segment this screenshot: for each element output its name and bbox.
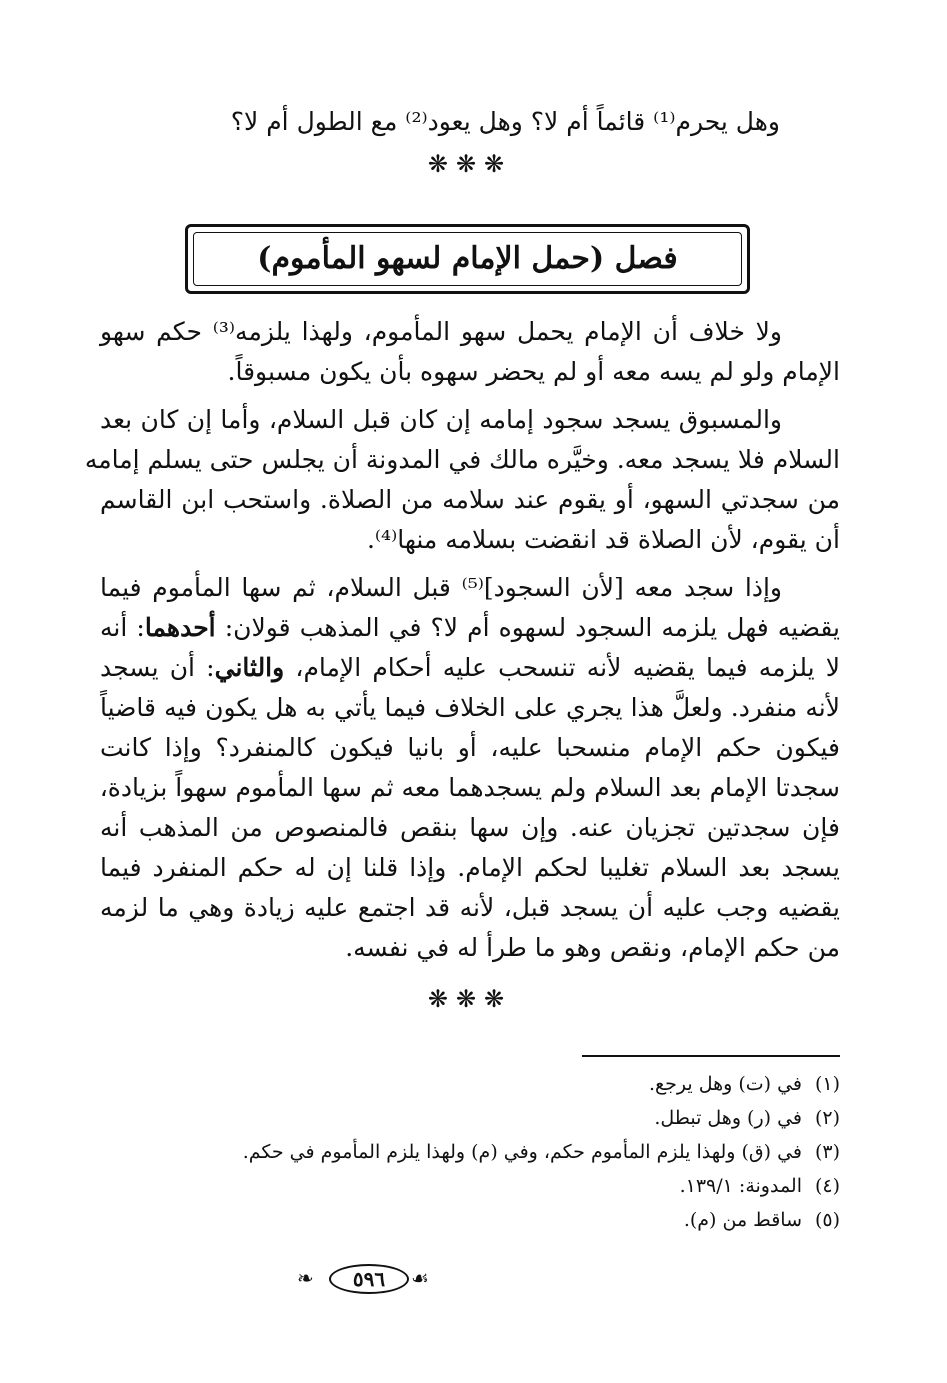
text-line: السلام فلا يسجد معه. وخيَّره مالك في المدونة أن يجلس حتى يسلم إمامه xyxy=(84,445,840,474)
text-line: أن يقوم، لأن الصلاة قد انقضت بسلامه منها⁽⁴⁾. xyxy=(366,525,840,554)
section-separator: ❋❋❋ xyxy=(427,985,513,1013)
footnote-divider xyxy=(582,1055,840,1057)
ornament-left-icon: ❧ xyxy=(297,1266,314,1290)
text-line xyxy=(100,648,840,688)
text-line: وإذا سجد معه [لأن السجود]⁽⁵⁾ قبل السلام، ثم سها المأموم فيما xyxy=(100,573,782,602)
footnote xyxy=(100,1203,840,1237)
footnote xyxy=(100,1169,840,1203)
footnote xyxy=(100,1135,840,1169)
text-span: : أنه xyxy=(100,613,145,642)
footnote-text: في (ق) ولهذا يلزم المأموم حكم، وفي (م) ولهذا يلزم المأموم في حكم. xyxy=(242,1141,802,1163)
footnote-text: ساقط من (م). xyxy=(683,1209,802,1231)
text-line: سجدتا الإمام بعد السلام ولم يسجدهما معه ثم سها المأموم سهواً بزيادة، xyxy=(99,773,840,802)
text-span: يقضيه فهل يلزمه السجود لسهوه أم لا؟ في المذهب قولان: xyxy=(215,613,840,642)
text-line: فإن سجدتين تجزيان عنه. وإن سها بنقص فالمنصوص من المذهب أنه xyxy=(100,813,840,842)
text-line: والمسبوق يسجد سجود إمامه إن كان قبل السلام، وأما إن كان بعد xyxy=(100,405,782,434)
text-line: من حكم الإمام، ونقص وهو ما طرأ له في نفسه. xyxy=(345,933,840,962)
text-line: يسجد بعد السلام تغليبا لحكم الإمام. وإذا قلنا إن له حكم المنفرد فيما xyxy=(100,853,840,882)
bold-term: والثاني xyxy=(214,653,285,682)
footnote xyxy=(100,1101,840,1135)
text-line: الإمام ولو لم يسه معه أو لم يحضر سهوه بأن يكون مسبوقاً. xyxy=(227,357,840,386)
footnote-number: (١) xyxy=(814,1073,840,1095)
text-line: يقضيه وجب عليه أن يسجد قبل، لأنه قد اجتمع عليه زيادة وهي ما لزمه xyxy=(100,893,840,922)
text-line: وهل يحرم⁽¹⁾ قائماً أم لا؟ وهل يعود⁽²⁾ مع الطول أم لا؟ xyxy=(230,107,780,136)
text-line xyxy=(100,608,840,648)
page-number-ornament xyxy=(295,1260,440,1296)
bold-term: أحدهما xyxy=(144,613,216,642)
footnote-number: (٥) xyxy=(814,1209,840,1231)
text-line: من سجدتي السهو، أو يقوم عند سلامه من الصلاة. واستحب ابن القاسم xyxy=(100,485,840,514)
footnote-number: (٢) xyxy=(814,1107,840,1129)
text-line: لأنه منفرد. ولعلَّ هذا يجري على الخلاف فيما يأتي به هل يكون فيه قاضياً xyxy=(100,693,840,722)
text-span: لا يلزمه فيما يقضيه لأنه تنسحب عليه أحكام الإمام، xyxy=(284,653,840,682)
footnote-text: في (ر) وهل تبطل. xyxy=(654,1107,802,1129)
footnote-text: في (ت) وهل يرجع. xyxy=(648,1073,802,1095)
footnote-number: (٣) xyxy=(814,1141,840,1163)
section-separator: ❋❋❋ xyxy=(427,150,513,178)
footnote xyxy=(100,1067,840,1101)
footnote-number: (٤) xyxy=(814,1175,840,1197)
ornament-right-icon: ☙ xyxy=(411,1266,429,1290)
text-span: : أن يسجد xyxy=(100,653,215,682)
page xyxy=(84,0,840,1383)
footnote-text: المدونة: ١٣٩/١. xyxy=(679,1175,802,1197)
text-line: ولا خلاف أن الإمام يحمل سهو المأموم، ولهذا يلزمه⁽³⁾ حكم سهو xyxy=(100,317,782,346)
text-line: فيكون حكم الإمام منسحبا عليه، أو بانيا فيكون كالمنفرد؟ وإذا كانت xyxy=(100,733,840,762)
section-heading: فصل (حمل الإمام لسهو المأموم) xyxy=(257,241,678,276)
section-heading-frame xyxy=(185,224,750,294)
page-number: ٥٩٦ xyxy=(329,1264,409,1294)
